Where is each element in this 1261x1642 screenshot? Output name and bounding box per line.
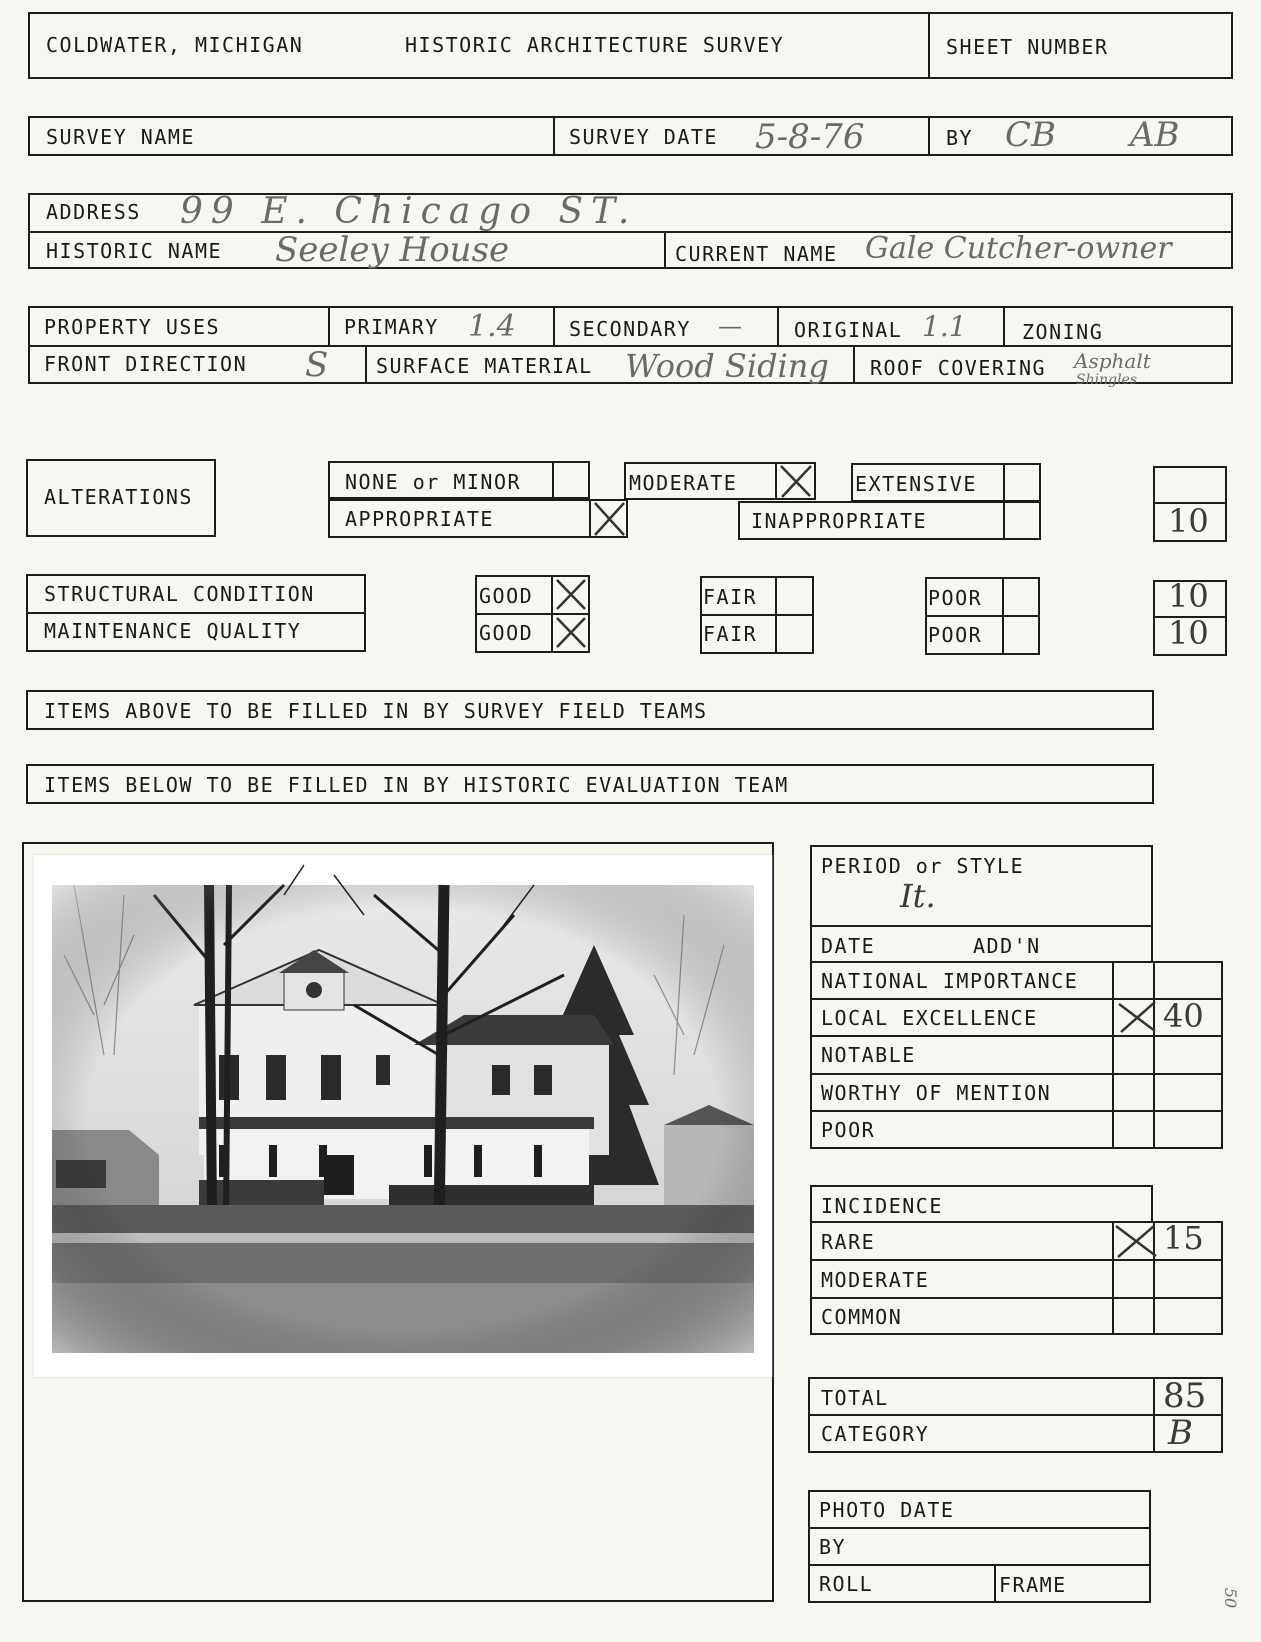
secondary-label: SECONDARY [569,317,691,341]
roof-covering-label: ROOF COVERING [870,356,1047,380]
period-style-value: It. [900,877,936,915]
common-label: COMMON [821,1305,903,1329]
rare-label: RARE [821,1230,876,1254]
moderate-incidence-label: MODERATE [821,1268,930,1292]
roll-label: ROLL [819,1572,874,1596]
appropriate-label: APPROPRIATE [345,507,494,531]
local-excellence-check-mark [1113,999,1161,1035]
structural-score: 10 [1168,577,1209,615]
current-name-value: Gale Cutcher-owner [865,231,1172,266]
moderate-check-mark [776,462,816,500]
alterations-score: 10 [1168,502,1209,540]
maintenance-good-label: GOOD [479,621,534,645]
maintenance-quality-label: MAINTENANCE QUALITY [44,619,302,643]
notable-label: NOTABLE [821,1043,916,1067]
moderate-label: MODERATE [629,471,738,495]
by-value-1: CB [1005,115,1056,155]
maintenance-fair-label: FAIR [703,622,758,646]
worthy-of-mention-label: WORTHY OF MENTION [821,1081,1052,1105]
by-value-2: AB [1130,115,1180,155]
original-label: ORIGINAL [794,318,903,342]
period-style-label: PERIOD or STYLE [821,854,1025,878]
items-above-note: ITEMS ABOVE TO BE FILLED IN BY SURVEY FIELD TEAMS [44,699,708,723]
category-value: B [1168,1413,1193,1453]
structural-fair-label: FAIR [703,585,758,609]
address-value: 99 E. Chicago ST. [180,191,638,232]
surface-material-value: Wood Siding [625,347,829,385]
appropriate-check-mark [590,499,628,538]
original-value: 1.1 [922,310,967,343]
addn-label: ADD'N [973,934,1041,958]
frame-label: FRAME [999,1573,1067,1597]
local-excellence-score: 40 [1163,997,1204,1035]
primary-value: 1.4 [468,309,516,344]
extensive-label: EXTENSIVE [855,472,977,496]
primary-label: PRIMARY [344,315,439,339]
total-value: 85 [1163,1376,1207,1416]
survey-date-value: 5-8-76 [755,117,865,157]
roof-covering-value-2: Shingles [1076,372,1138,388]
city-label: COLDWATER, MICHIGAN [46,33,304,57]
incidence-label: INCIDENCE [821,1194,943,1218]
by-label: BY [946,126,974,150]
survey-name-label: SURVEY NAME [46,125,195,149]
poor-rating-label: POOR [821,1118,876,1142]
historic-name-label: HISTORIC NAME [46,239,223,263]
inappropriate-label: INAPPROPRIATE [751,509,928,533]
structural-good-label: GOOD [479,584,534,608]
property-uses-label: PROPERTY USES [44,315,221,339]
sheet-number-label: SHEET NUMBER [946,35,1109,59]
secondary-value: — [718,312,742,340]
house-photograph [34,855,772,1377]
category-label: CATEGORY [821,1422,930,1446]
house-photo-image [34,855,772,1377]
historic-name-value: Seeley House [275,230,510,270]
structural-condition-label: STRUCTURAL CONDITION [44,582,315,606]
front-direction-label: FRONT DIRECTION [44,352,248,376]
total-label: TOTAL [821,1386,889,1410]
structural-poor-label: POOR [928,586,983,610]
zoning-label: ZONING [1022,320,1104,344]
form-title: HISTORIC ARCHITECTURE SURVEY [405,33,785,57]
roof-covering-value-1: Asphalt [1074,349,1151,373]
maintenance-score: 10 [1168,614,1209,652]
items-below-note: ITEMS BELOW TO BE FILLED IN BY HISTORIC EVALUATION TEAM [44,773,789,797]
none-minor-label: NONE or MINOR [345,470,522,494]
front-direction-value: S [305,345,329,385]
national-importance-label: NATIONAL IMPORTANCE [821,969,1079,993]
address-label: ADDRESS [46,200,141,224]
maintenance-good-check-mark [552,614,590,651]
corner-pencil-mark: 50 [1221,1587,1241,1609]
photo-by-label: BY [819,1535,847,1559]
rare-score: 15 [1163,1219,1204,1257]
surface-material-label: SURFACE MATERIAL [376,354,593,378]
survey-date-label: SURVEY DATE [569,125,718,149]
maintenance-poor-label: POOR [928,623,983,647]
photo-date-label: PHOTO DATE [819,1498,955,1522]
alterations-label: ALTERATIONS [44,485,193,509]
date-label: DATE [821,934,876,958]
structural-good-check-mark [552,576,590,613]
rare-check-mark [1110,1222,1162,1260]
current-name-label: CURRENT NAME [675,242,838,266]
local-excellence-label: LOCAL EXCELLENCE [821,1006,1038,1030]
